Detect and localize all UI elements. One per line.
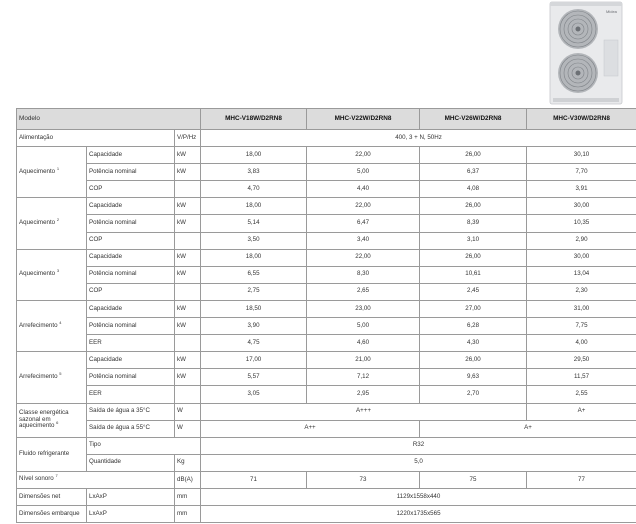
value-cell: 400, 3 + N, 50Hz xyxy=(201,130,636,147)
value-cell: 3,05 xyxy=(201,386,307,403)
value-cell: 8,30 xyxy=(307,266,420,283)
footnote-marker: 4 xyxy=(59,319,62,325)
group-label xyxy=(17,147,87,198)
group-label-text: Classe energética sazonal em aquecimento xyxy=(19,408,69,430)
table-row xyxy=(17,420,636,437)
param-cell: Potência nominal xyxy=(87,318,175,335)
param-cell: Capacidade xyxy=(87,147,175,164)
row-label: Dimensões embarque xyxy=(17,506,87,523)
param-cell: EER xyxy=(87,386,175,403)
value-cell: 3,90 xyxy=(201,318,307,335)
value-cell: 4,30 xyxy=(420,335,527,352)
param-cell: Potência nominal xyxy=(87,164,175,181)
table-row xyxy=(17,283,636,300)
unit-cell xyxy=(175,232,201,249)
param-cell: COP xyxy=(87,283,175,300)
unit-cell: dB(A) xyxy=(175,471,201,488)
table-row xyxy=(17,454,636,471)
value-cell: A+++ xyxy=(201,403,527,420)
table-row xyxy=(17,352,636,369)
value-cell: 22,00 xyxy=(307,198,420,215)
value-cell: 2,30 xyxy=(527,283,636,300)
table-header-row xyxy=(17,109,636,130)
value-cell: 6,37 xyxy=(420,164,527,181)
value-cell: 30,00 xyxy=(527,198,636,215)
value-cell: 73 xyxy=(307,471,420,488)
table-row xyxy=(17,181,636,198)
value-cell: 27,00 xyxy=(420,300,527,317)
value-cell: 3,91 xyxy=(527,181,636,198)
group-label xyxy=(17,198,87,249)
value-cell: 22,00 xyxy=(307,147,420,164)
table-row xyxy=(17,300,636,317)
param-cell: Capacidade xyxy=(87,198,175,215)
value-cell: 2,65 xyxy=(307,283,420,300)
value-cell: 18,50 xyxy=(201,300,307,317)
value-cell: 5,14 xyxy=(201,215,307,232)
table-row xyxy=(17,130,636,147)
value-cell: 2,90 xyxy=(527,232,636,249)
value-cell: 10,35 xyxy=(527,215,636,232)
value-cell: 30,00 xyxy=(527,249,636,266)
group-label-text: Aquecimento xyxy=(19,167,56,175)
param-cell: Capacidade xyxy=(87,300,175,317)
table-row xyxy=(17,249,636,266)
unit-cell: kW xyxy=(175,147,201,164)
value-cell: 26,00 xyxy=(420,198,527,215)
value-cell: 4,75 xyxy=(201,335,307,352)
value-cell: 10,61 xyxy=(420,266,527,283)
param-cell: COP xyxy=(87,232,175,249)
param-cell: Quantidade xyxy=(87,454,175,471)
footnote-marker: 7 xyxy=(55,473,58,479)
value-cell: 2,95 xyxy=(307,386,420,403)
group-label: Fluido refrigerante xyxy=(17,437,87,471)
value-cell: 8,39 xyxy=(420,215,527,232)
unit-cell xyxy=(175,335,201,352)
footnote-marker: 2 xyxy=(56,217,60,223)
table-row xyxy=(17,403,636,420)
value-cell: 7,70 xyxy=(527,164,636,181)
value-cell: 23,00 xyxy=(307,300,420,317)
table-row xyxy=(17,198,636,215)
value-cell: 6,55 xyxy=(201,266,307,283)
value-cell: 17,00 xyxy=(201,352,307,369)
table-row xyxy=(17,266,636,283)
value-cell: A+ xyxy=(420,420,636,437)
value-cell: 1129x1558x440 xyxy=(201,488,636,505)
unit-cell xyxy=(175,386,201,403)
table-row xyxy=(17,369,636,386)
value-cell: 2,75 xyxy=(201,283,307,300)
value-cell: R32 xyxy=(201,437,636,454)
value-cell: 4,70 xyxy=(201,181,307,198)
table-row xyxy=(17,232,636,249)
row-label xyxy=(17,471,175,488)
value-cell: 11,57 xyxy=(527,369,636,386)
model-name: MHC-V22W/D2RN8 xyxy=(307,109,420,130)
param-cell: EER xyxy=(87,335,175,352)
value-cell: 4,00 xyxy=(527,335,636,352)
brand-logo: Midea xyxy=(606,9,617,14)
value-cell: 5,00 xyxy=(307,318,420,335)
value-cell: 4,40 xyxy=(307,181,420,198)
value-cell: 18,00 xyxy=(201,198,307,215)
value-cell: 7,12 xyxy=(307,369,420,386)
footnote-marker: 6 xyxy=(56,420,59,426)
value-cell: 26,00 xyxy=(420,249,527,266)
value-cell: 29,50 xyxy=(527,352,636,369)
value-cell: 6,47 xyxy=(307,215,420,232)
model-name: MHC-V18W/D2RN8 xyxy=(201,109,307,130)
value-cell: 6,28 xyxy=(420,318,527,335)
value-cell: 3,10 xyxy=(420,232,527,249)
value-cell: 31,00 xyxy=(527,300,636,317)
param-cell: Tipo xyxy=(87,437,201,454)
group-label xyxy=(17,249,87,300)
header-label: Modelo xyxy=(17,109,201,130)
value-cell: 9,63 xyxy=(420,369,527,386)
footnote-marker: 5 xyxy=(59,370,62,376)
table-row xyxy=(17,164,636,181)
value-cell: 30,10 xyxy=(527,147,636,164)
table-row xyxy=(17,437,636,454)
unit-cell: kW xyxy=(175,300,201,317)
value-cell: 4,60 xyxy=(307,335,420,352)
unit-cell xyxy=(175,181,201,198)
unit-cell xyxy=(175,283,201,300)
unit-cell: kW xyxy=(175,215,201,232)
table-row xyxy=(17,471,636,488)
param-cell: Capacidade xyxy=(87,352,175,369)
table-row xyxy=(17,386,636,403)
footnote-marker: 3 xyxy=(56,268,60,274)
model-name: MHC-V30W/D2RN8 xyxy=(527,109,636,130)
table-row xyxy=(17,147,636,164)
value-cell: 3,40 xyxy=(307,232,420,249)
param-cell: LxAxP xyxy=(87,506,175,523)
value-cell: 13,04 xyxy=(527,266,636,283)
value-cell: 77 xyxy=(527,471,636,488)
unit-cell: kW xyxy=(175,198,201,215)
param-cell: Potência nominal xyxy=(87,369,175,386)
value-cell: 2,70 xyxy=(420,386,527,403)
value-cell: 71 xyxy=(201,471,307,488)
outdoor-heat-pump-unit-icon xyxy=(548,0,626,106)
value-cell: A++ xyxy=(201,420,420,437)
param-cell: Saída de água a 35°C xyxy=(87,403,175,420)
group-label xyxy=(17,403,87,437)
param-cell: COP xyxy=(87,181,175,198)
value-cell: 7,75 xyxy=(527,318,636,335)
group-label-text: Arrefecimento xyxy=(19,372,58,380)
value-cell: 5,0 xyxy=(201,454,636,471)
value-cell: 22,00 xyxy=(307,249,420,266)
value-cell: 5,57 xyxy=(201,369,307,386)
value-cell: 1220x1735x565 xyxy=(201,506,636,523)
value-cell: 26,00 xyxy=(420,352,527,369)
unit-cell: Kg xyxy=(175,454,201,471)
group-label-text: Aquecimento xyxy=(19,270,56,278)
row-label: Alimentação xyxy=(17,130,175,147)
param-cell: Potência nominal xyxy=(87,215,175,232)
value-cell: 26,00 xyxy=(420,147,527,164)
unit-cell: W xyxy=(175,403,201,420)
group-label xyxy=(17,352,87,403)
spec-table xyxy=(16,108,636,523)
table-row xyxy=(17,488,636,505)
footnote-marker: 1 xyxy=(56,165,60,171)
value-cell: 2,55 xyxy=(527,386,636,403)
value-cell: 4,08 xyxy=(420,181,527,198)
table-row xyxy=(17,215,636,232)
value-cell: 3,83 xyxy=(201,164,307,181)
group-label-text: Aquecimento xyxy=(19,219,56,227)
value-cell: 75 xyxy=(420,471,527,488)
unit-cell: mm xyxy=(175,488,201,505)
group-label-text: Arrefecimento xyxy=(19,321,58,329)
value-cell: 5,00 xyxy=(307,164,420,181)
table-row xyxy=(17,506,636,523)
unit-cell: kW xyxy=(175,266,201,283)
unit-cell: kW xyxy=(175,164,201,181)
unit-cell: kW xyxy=(175,249,201,266)
row-label-text: Nível sonoro xyxy=(19,475,54,483)
value-cell: 18,00 xyxy=(201,147,307,164)
row-label: Dimensões net xyxy=(17,488,87,505)
param-cell: Saída de água a 55°C xyxy=(87,420,175,437)
param-cell: Capacidade xyxy=(87,249,175,266)
unit-cell: W xyxy=(175,420,201,437)
value-cell: A+ xyxy=(527,403,636,420)
value-cell: 21,00 xyxy=(307,352,420,369)
unit-cell: kW xyxy=(175,318,201,335)
model-name: MHC-V26W/D2RN8 xyxy=(420,109,527,130)
value-cell: 18,00 xyxy=(201,249,307,266)
table-row xyxy=(17,335,636,352)
table-row xyxy=(17,318,636,335)
unit-cell: kW xyxy=(175,352,201,369)
unit-cell: kW xyxy=(175,369,201,386)
unit-cell: V/P/Hz xyxy=(175,130,201,147)
value-cell: 2,45 xyxy=(420,283,527,300)
group-label xyxy=(17,300,87,351)
value-cell: 3,50 xyxy=(201,232,307,249)
param-cell: LxAxP xyxy=(87,488,175,505)
unit-cell: mm xyxy=(175,506,201,523)
param-cell: Potência nominal xyxy=(87,266,175,283)
